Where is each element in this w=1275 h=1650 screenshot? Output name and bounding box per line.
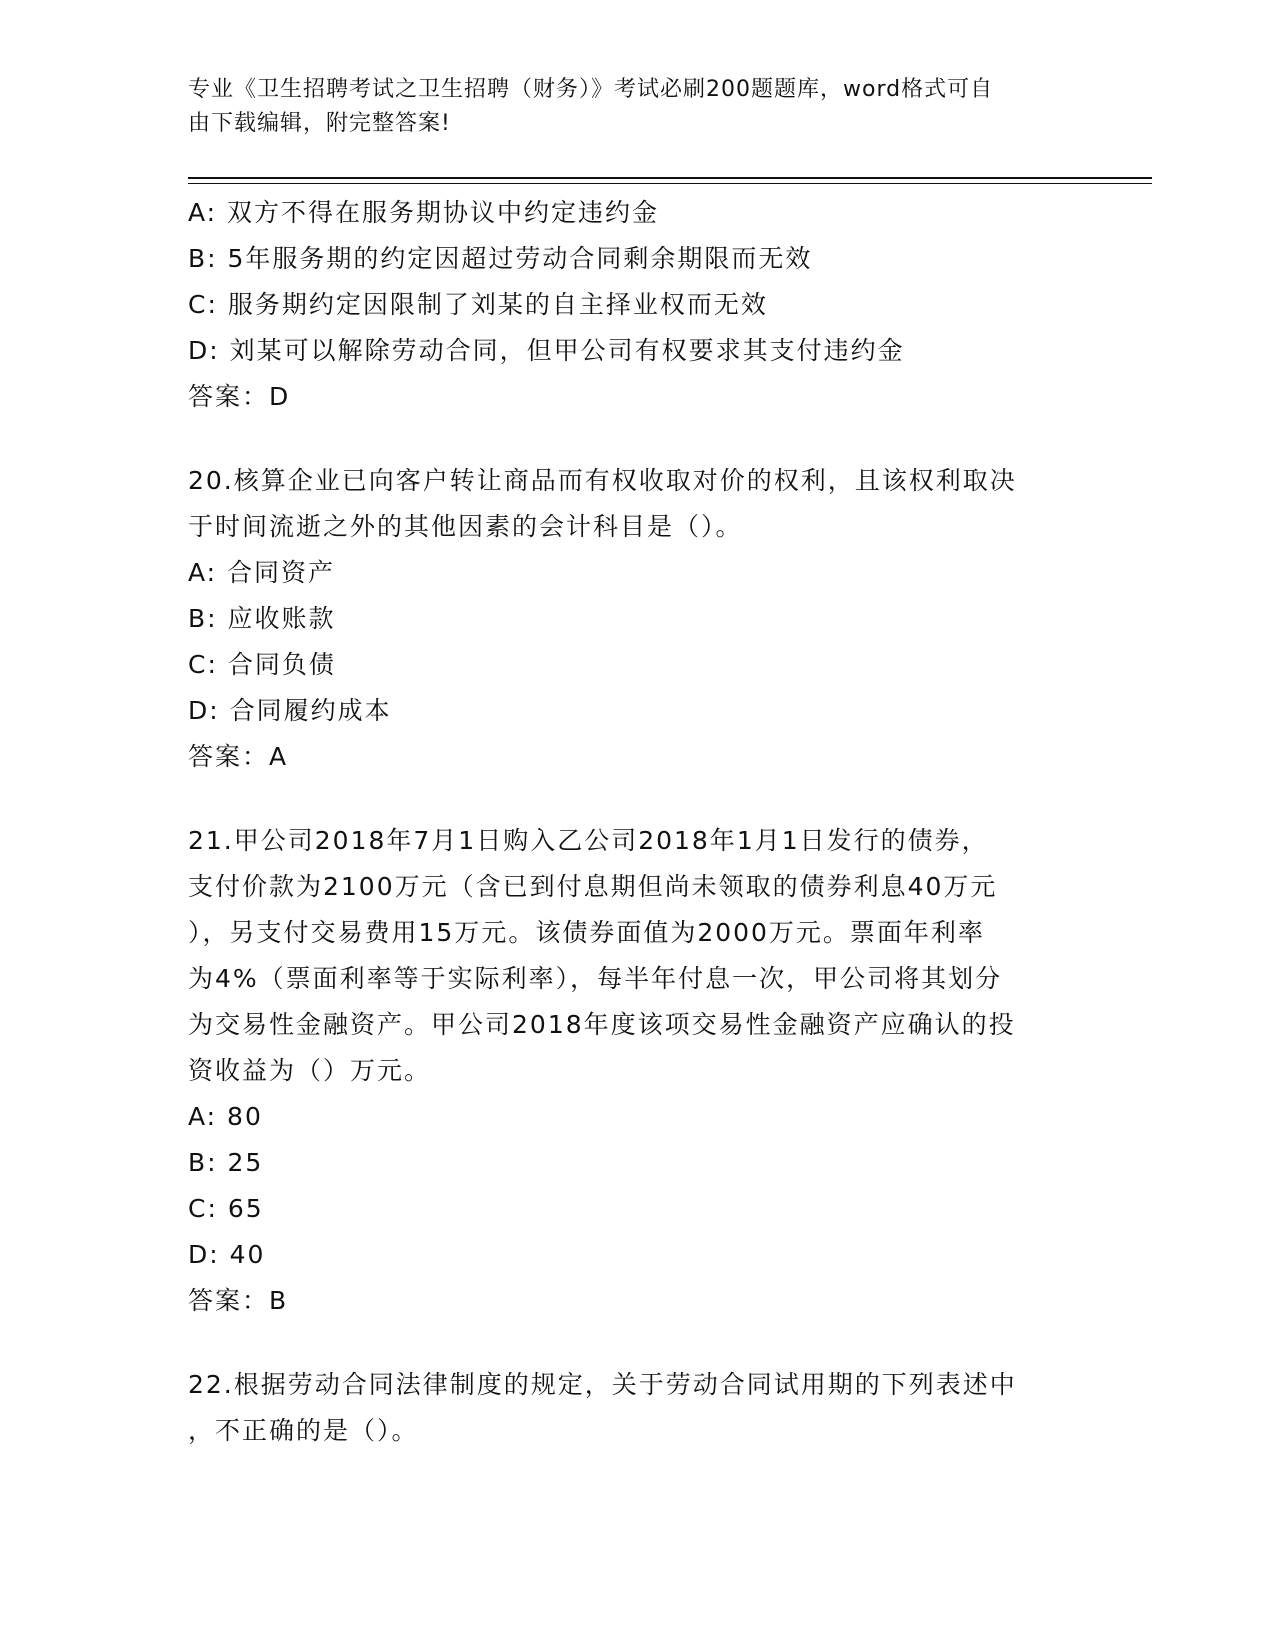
answer-line: 答案：A bbox=[188, 742, 289, 771]
question-text-line: 20.核算企业已向客户转让商品而有权收取对价的权利，且该权利取决 bbox=[188, 466, 1017, 495]
question-text-line: 支付价款为2100万元（含已到付息期但尚未领取的债券利息40万元 bbox=[188, 872, 998, 901]
option-d: D: 40 bbox=[188, 1240, 266, 1269]
option-a: A: 双方不得在服务期协议中约定违约金 bbox=[188, 198, 660, 227]
question-text-line: ，不正确的是（）。 bbox=[188, 1416, 419, 1445]
question-text-line: 资收益为（）万元。 bbox=[188, 1056, 432, 1085]
question-22-block bbox=[188, 1362, 1088, 1454]
header-line: 专业《卫生招聘考试之卫生招聘（财务）》考试必刷200题题库，word格式可自 bbox=[188, 77, 994, 102]
spacer bbox=[188, 1324, 1088, 1362]
spacer bbox=[188, 780, 1088, 818]
question-text-line: 为交易性金融资产。甲公司2018年度该项交易性金融资产应确认的投 bbox=[188, 1010, 1016, 1039]
answer-line: 答案：B bbox=[188, 1286, 289, 1315]
option-a: A: 80 bbox=[188, 1102, 263, 1131]
document-header bbox=[188, 73, 1068, 141]
question-text-line: 于时间流逝之外的其他因素的会计科目是（）。 bbox=[188, 512, 743, 541]
document-body bbox=[188, 190, 1088, 1454]
option-c: C: 服务期约定因限制了刘某的自主择业权而无效 bbox=[188, 290, 768, 319]
option-b: B: 5年服务期的约定因超过劳动合同剩余期限而无效 bbox=[188, 244, 813, 273]
question-20-block bbox=[188, 458, 1088, 780]
question-21-block bbox=[188, 818, 1088, 1324]
option-a: A: 合同资产 bbox=[188, 558, 336, 587]
header-divider-thin bbox=[188, 183, 1152, 184]
question-text-line: 为4%（票面利率等于实际利率），每半年付息一次，甲公司将其划分 bbox=[188, 964, 1003, 993]
question-text-line: ），另支付交易费用15万元。该债券面值为2000万元。票面年利率 bbox=[188, 918, 985, 947]
option-d: D: 合同履约成本 bbox=[188, 696, 392, 725]
spacer bbox=[188, 420, 1088, 458]
option-b: B: 25 bbox=[188, 1148, 264, 1177]
option-c: C: 65 bbox=[188, 1194, 264, 1223]
header-divider-thick bbox=[188, 177, 1152, 179]
question-text-line: 22.根据劳动合同法律制度的规定，关于劳动合同试用期的下列表述中 bbox=[188, 1370, 1017, 1399]
option-b: B: 应收账款 bbox=[188, 604, 336, 633]
option-d: D: 刘某可以解除劳动合同，但甲公司有权要求其支付违约金 bbox=[188, 336, 905, 365]
answer-line: 答案：D bbox=[188, 382, 291, 411]
question-text-line: 21.甲公司2018年7月1日购入乙公司2018年1月1日发行的债券， bbox=[188, 826, 989, 855]
question-19-block bbox=[188, 190, 1088, 420]
option-c: C: 合同负债 bbox=[188, 650, 336, 679]
header-line: 由下载编辑，附完整答案! bbox=[188, 111, 451, 136]
